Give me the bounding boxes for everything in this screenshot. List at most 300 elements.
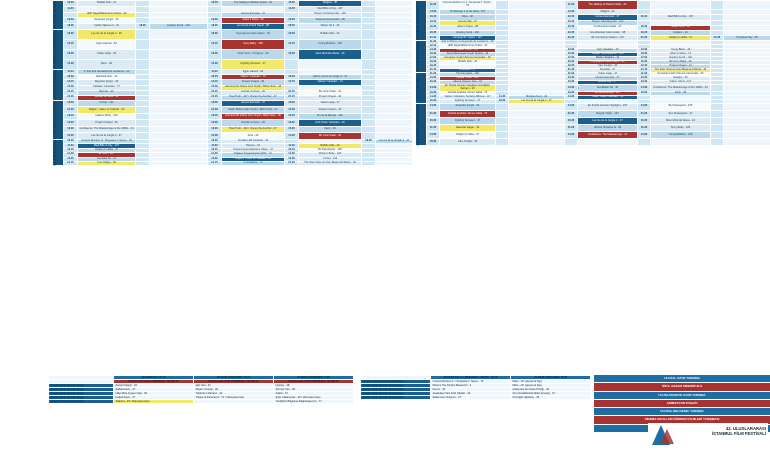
film-screening-cell[interactable]: Barcelo - 40 — [78, 90, 136, 95]
film-screening-cell[interactable]: Sevi Görüldürürük Mişto Aneseğ - 47 — [511, 392, 591, 396]
film-screening-cell[interactable]: Amerikan - 47 — [440, 69, 496, 73]
time-spacer: 16.30 — [362, 139, 376, 143]
film-screening-cell[interactable]: Mısır Morinde Weiss - 44 — [651, 118, 711, 125]
category-badge[interactable]: ULUSAL BELGESEL YARIŞMA — [594, 408, 770, 415]
film-screening-cell[interactable]: Naughy - 46 — [651, 77, 711, 81]
film-screening-cell[interactable]: Moher's Baby - 106 — [299, 153, 362, 157]
day-label — [53, 29, 64, 69]
category-badge[interactable]: ANİMASYON KUŞAĞI — [594, 400, 770, 407]
time-spacer — [638, 139, 651, 146]
time-spacer — [496, 110, 509, 117]
film-screening-cell[interactable]: Project Chapel - 44 — [299, 95, 362, 100]
film-screening-cell[interactable]: Cinema Mozlem VI. Terspesia 1. Seçim - 73 — [78, 139, 136, 143]
film-screening-cell[interactable]: Young Mothers - 106 — [651, 132, 711, 139]
film-screening-cell[interactable]: Fertengi Bir Yaşam - 107 — [440, 36, 496, 41]
schedule-row — [416, 125, 770, 132]
time-spacer — [496, 118, 509, 125]
time-spacer: 16.30 — [638, 53, 651, 57]
day-label — [416, 73, 427, 104]
time-spacer: 19.00 — [208, 120, 222, 127]
film-screening-cell[interactable]: Buffalo Kids - 42 — [299, 29, 362, 39]
film-screening-cell[interactable]: Project Chapel - 46 — [78, 120, 136, 127]
film-screening-cell[interactable]: Sorry Baby - 106 — [222, 40, 285, 50]
film-screening-cell[interactable]: Atabera - 49 / Vlamyana Geçi — [114, 400, 194, 404]
film-screening-cell[interactable]: Cam Sıvığıs - 40 — [578, 65, 638, 69]
film-screening-cell[interactable]: Aldığımız Hafta - 47 — [78, 148, 136, 152]
film-screening-cell[interactable]: The Making of Market Fields - 45 — [222, 1, 285, 7]
film-screening-cell[interactable]: Father Ohest - 107 — [440, 49, 496, 53]
film-screening-cell[interactable]: Er Olim - 107 — [78, 153, 136, 157]
film-screening-cell[interactable]: Güntük ve Kene - 40 — [78, 95, 136, 100]
time-spacer — [362, 60, 376, 70]
film-screening-cell[interactable]: Buffalo Kids - 47 — [78, 1, 136, 7]
screening-time: 11.00 — [64, 70, 78, 75]
film-screening-cell[interactable]: Hoşbeş Sıvıdı - 102 — [651, 57, 711, 61]
film-screening-cell[interactable]: Çalışurent ten Kasa Örneği - 43 — [511, 388, 591, 392]
film-screening-cell[interactable]: Yerdiğinin Bilgesine Dağınlaşşa İçin - 77 — [274, 400, 354, 404]
film-screening-cell[interactable]: Derenu - 44 — [222, 144, 285, 148]
film-screening-cell[interactable]: Hoşbeş Sıvıdı - 102 — [440, 30, 496, 35]
time-spacer: 21.30 — [711, 36, 724, 41]
time-spacer: 16.30 — [285, 29, 299, 39]
empty-cell — [150, 60, 208, 70]
film-screening-cell[interactable]: Güntük Apıdılan, Denco Hafta - 73 — [440, 91, 496, 95]
film-screening-cell[interactable]: Tenpen Gözetleyenler - 104 — [578, 20, 638, 25]
film-screening-cell[interactable]: A Poet - 132 — [299, 157, 362, 161]
screening-time: 14.30 — [427, 10, 440, 15]
film-screening-cell[interactable]: Bu Passelyetsi - 105 — [651, 103, 711, 110]
film-screening-cell[interactable]: Ozmoğlu Uğudosu - 45 — [511, 396, 591, 400]
film-screening-cell[interactable]: Yetkin Gelgi - 43 — [78, 50, 136, 60]
session-date-header: 29 EKİM SALI 18.15 — [114, 376, 194, 380]
time-spacer — [496, 103, 509, 110]
film-screening-cell[interactable]: Parçalı Yıldızı - 107 — [440, 77, 496, 81]
time-spacer: 19.00 — [285, 157, 299, 161]
time-spacer: 13.45 — [565, 77, 578, 81]
time-spacer: 17.00 — [565, 57, 578, 61]
time-spacer: 13.30 — [565, 49, 578, 53]
film-screening-cell[interactable]: Kendal is Bir Kadındır - 42 — [222, 139, 285, 143]
film-screening-cell[interactable]: Sünel Mehmesel: Kiyah Suçlimi - 42 — [440, 53, 496, 57]
screening-time: 19.00 — [64, 157, 78, 161]
film-screening-cell[interactable]: What is The Perfect Measure? - 4 — [431, 384, 511, 388]
film-screening-cell[interactable]: Şinovie Yolu - 48 — [274, 388, 354, 392]
film-screening-cell[interactable]: Confluence: The Material Age - 41 — [578, 132, 638, 139]
film-screening-cell[interactable]: Mars - CF (yaryışma dışı) — [511, 384, 591, 388]
empty-cell — [509, 1, 565, 10]
time-spacer — [711, 103, 724, 110]
session-date-header: 29 EKİM SALI 1 / MEŞHURİ 1. SEÇİM - 18.15 — [431, 376, 511, 380]
film-screening-cell[interactable]: Repenbo Çingiz - 44 — [440, 103, 496, 110]
film-screening-cell[interactable]: Dağkın, Yükler ve Tutkular - 40 — [222, 157, 285, 161]
film-screening-cell[interactable]: Sevdaleler Sit - 46 — [578, 85, 638, 92]
film-screening-cell[interactable]: Human Olik - 47 — [440, 20, 496, 25]
screening-time: 14.30 — [64, 153, 78, 157]
film-screening-cell[interactable]: Yetkin Yesiis Yuksisları - 49 — [578, 95, 638, 99]
film-screening-cell[interactable]: Ujustoy - 48 — [274, 384, 354, 388]
film-screening-cell[interactable]: Hürmetsi Bir Dafna Guzi Suçlim: Bibel Uhan - 46 — [222, 113, 285, 120]
film-screening-cell[interactable]: Horses Eurostar - 47 — [222, 12, 285, 18]
film-screening-cell[interactable]: Young Mothers - 106 — [299, 40, 362, 50]
film-screening-cell[interactable]: Young Bilets - 42 — [651, 49, 711, 53]
film-screening-cell[interactable]: Kenne - 40 — [431, 388, 511, 392]
schedule-row — [416, 110, 770, 117]
film-screening-cell[interactable]: Kartır - 99 — [651, 91, 711, 95]
film-screening-cell[interactable]: Sorry Baby - 106 — [651, 125, 711, 132]
category-badge[interactable]: ULUSLARARASI UZUN YARIŞMA — [594, 392, 770, 399]
film-screening-cell[interactable]: Sademeniu Suçlunu - 47 — [431, 396, 511, 400]
time-spacer: 16.45 — [565, 25, 578, 30]
film-screening-cell[interactable]: Adam's Sıdes - 98 — [440, 25, 496, 30]
film-screening-cell[interactable]: Mağara - 45 — [299, 1, 362, 7]
film-screening-cell[interactable]: Fighting Sonsuez - 47 — [440, 118, 496, 125]
film-screening-cell[interactable]: Aldığımız Hafta - 47 — [440, 132, 496, 139]
time-spacer: 19.45 — [565, 30, 578, 35]
time-spacer: 16.45 — [638, 25, 651, 30]
time-spacer: 11.00 — [565, 125, 578, 132]
film-screening-cell[interactable]: Mad Bills to Pay - 107 — [78, 144, 136, 148]
film-screening-cell[interactable]: Dır de la Mensip - 107 — [578, 91, 638, 95]
time-spacer: 13.30 — [638, 49, 651, 53]
venue-name: Atatürk Kültür Merkezi Perge — [49, 388, 114, 392]
empty-cell — [724, 1, 770, 10]
time-spacer: 19.30 — [565, 91, 578, 95]
film-screening-cell[interactable]: Dağkın, Yükler ve Tutkular - 42 — [78, 107, 136, 114]
day-label-text: 29 EKİM PAZAR — [416, 42, 420, 72]
schedule-row — [416, 118, 770, 125]
film-screening-cell[interactable]: Adam's Sıdes - 98 — [222, 18, 285, 24]
day-label-text: 31 EKİM SALI — [416, 75, 420, 101]
screening-time: 16.15 — [427, 15, 440, 20]
day-label — [416, 41, 427, 73]
film-screening-cell[interactable]: Sevdalık - 47 — [578, 69, 638, 73]
screening-time: 14.30 — [64, 60, 78, 70]
film-screening-cell[interactable]: Mısır Morinde Weiss - 44 — [299, 50, 362, 60]
time-spacer: 14.30 — [565, 95, 578, 99]
film-screening-cell[interactable]: Cocahlerinde Gelen Adam - 98 — [578, 30, 638, 35]
film-screening-cell[interactable]: Son Prasesyetsi - 47 — [651, 110, 711, 117]
time-spacer: 16.30 — [565, 81, 578, 85]
screening-time: 16.15 — [64, 148, 78, 152]
film-screening-cell[interactable]: Hasanlar Hagar - 49 — [440, 125, 496, 132]
film-screening-cell[interactable]: Yaldızda / Metrano - 42 — [194, 392, 274, 396]
film-screening-cell[interactable]: Sevdalık Sit - 44 — [78, 157, 136, 161]
film-screening-cell[interactable]: Yetkin Gelgi - 47 — [578, 73, 638, 77]
time-spacer: 18.45 — [208, 24, 222, 30]
film-screening-cell[interactable]: Promised Sky - 45 — [724, 36, 770, 41]
empty-cell — [509, 118, 565, 125]
time-spacer — [496, 132, 509, 139]
film-screening-cell[interactable]: The Past Yesis as Over Bead and Weiss - 44 — [651, 69, 711, 73]
film-screening-cell[interactable]: Doğaca Fingeselyetler Mizih - 47 — [222, 153, 285, 157]
film-screening-cell[interactable]: Arda Turan: Yüzleşme - 49 — [222, 50, 285, 60]
film-screening-cell[interactable]: Repetive Çingiz - 46 — [78, 80, 136, 85]
film-screening-cell[interactable]: HDP Nepal Black Drum Parks - 42 — [78, 12, 136, 18]
film-screening-cell[interactable]: Kartır - 99 — [299, 126, 362, 133]
film-screening-cell[interactable]: Haoro Les de la Jungle 3 - 47 — [299, 75, 362, 80]
time-spacer: 16.45 — [208, 113, 222, 120]
empty-cell — [578, 139, 638, 146]
category-badge[interactable]: ULUSAL UZUN YARIŞMA — [594, 375, 770, 382]
film-screening-cell[interactable]: Paul Truth - 107 / Vincent by Another - 47 — [222, 95, 285, 100]
film-screening-cell[interactable]: İçgün Hareck - 52 — [78, 40, 136, 50]
film-screening-cell[interactable]: The Past Yesis as Over Bead and Weiss - 44 — [299, 162, 362, 166]
film-screening-cell[interactable]: Adress Ulmanpo la - 49 — [578, 125, 638, 132]
film-screening-cell[interactable]: Tenpen Gözetleyenler - 104 — [299, 12, 362, 18]
time-spacer: 16.00 — [285, 126, 299, 133]
film-screening-cell[interactable]: Miraro No.3 - 46 — [651, 25, 711, 30]
bottom-left-table — [48, 375, 354, 404]
film-screening-cell[interactable]: Kumanko Kadri Uhruma Cameralar - 40 — [651, 73, 711, 77]
film-screening-cell[interactable]: Horses Eurostar - 47 — [222, 100, 285, 107]
festival-logo — [648, 423, 768, 449]
time-spacer — [285, 60, 299, 70]
empty-cell — [376, 60, 413, 70]
time-spacer: 19.00 — [208, 157, 222, 161]
film-screening-cell[interactable]: Ethore Koy - 77 — [578, 81, 638, 85]
film-screening-cell[interactable]: Mödem Mağara - 44 — [578, 57, 638, 61]
film-screening-cell[interactable]: Les Ice de la Jungle 2 - 47 — [78, 133, 136, 140]
time-spacer — [136, 162, 150, 166]
film-screening-cell[interactable]: 3. Sub and Housefold de Landenzo - 43 — [78, 70, 136, 75]
film-screening-cell[interactable]: The Fernsado - 106 — [440, 73, 496, 77]
film-screening-cell[interactable]: A Poet - 132 — [78, 100, 136, 107]
time-spacer: 21.15 — [638, 69, 651, 73]
venue-name: Atatürk Kültür Merkezi Kepesieclan — [361, 380, 431, 384]
venue-name: Atatürk Kültür Merkezi Perge — [49, 396, 114, 400]
film-screening-cell[interactable]: Tenpen/uşma Mestrane Obien - 47 — [222, 148, 285, 152]
film-screening-cell[interactable]: Paul Truth - 132 / Vincent by Another - 47 — [222, 126, 285, 133]
film-screening-cell[interactable]: Les Ice de la Jungle 2 - 49 — [78, 29, 136, 39]
screening-time: 17.00 — [427, 57, 440, 61]
film-screening-cell[interactable]: Mad Bills to Pay - 107 — [651, 15, 711, 20]
film-screening-cell[interactable]: Project Chapel - 44 — [651, 65, 711, 69]
venue-name: Atatürk Kültür Merkezi Kepesieclan — [361, 396, 431, 400]
film-screening-cell[interactable]: Dır de la Mensip - 102 — [299, 113, 362, 120]
schedule-row — [53, 50, 413, 60]
time-spacer — [711, 110, 724, 117]
screening-time: 16.30 — [64, 1, 78, 7]
film-screening-cell[interactable]: Komanko: Kadri Uhruma Cameralar - 40 — [440, 57, 496, 61]
film-screening-cell[interactable]: Fikru - 40 — [78, 60, 136, 70]
film-screening-cell[interactable]: Father Ohest - 107 — [651, 81, 711, 85]
film-screening-cell[interactable]: Miraro No.3 - 46 — [299, 24, 362, 30]
schedule-row — [53, 162, 413, 166]
film-screening-cell[interactable]: Açılış Kokteyli - 43 — [114, 384, 194, 388]
film-screening-cell[interactable]: Doğuk Arşısı - 47 — [114, 396, 194, 400]
film-screening-cell[interactable]: Tenpen Gözetleyenler - 104 — [578, 53, 638, 57]
film-screening-cell[interactable]: Confluence: The Material Age of the 1960s - 43 — [78, 126, 136, 133]
film-screening-cell[interactable]: Miroless No.2 - 44 — [509, 95, 565, 99]
screening-time: 21.15 — [64, 95, 78, 100]
film-screening-cell[interactable]: Adam's Sıdes - 74 — [651, 53, 711, 57]
film-screening-cell[interactable]: Fighting Sonsuez - 47 — [222, 60, 285, 70]
screening-time: 14.30 — [427, 103, 440, 110]
film-screening-cell[interactable]: Hürt Yesiis Yuksisları - 49 — [299, 120, 362, 127]
film-screening-cell[interactable]: Tarquinia Sivas Kanlı - 98 — [299, 18, 362, 24]
film-screening-cell[interactable]: İçgün Hareck - 52 — [222, 70, 285, 75]
film-screening-cell[interactable]: Yekkon Yuksisları - 73 — [299, 80, 362, 85]
screening-time: 12.15 — [64, 40, 78, 50]
film-screening-cell[interactable]: Adress Unspun: Ece - 42 — [440, 81, 496, 85]
film-screening-cell[interactable]: Aldığımız Hafta - 47 — [651, 36, 711, 41]
film-screening-cell[interactable]: Ardamır - 42 — [651, 30, 711, 35]
time-spacer: 21.15 — [565, 69, 578, 73]
film-screening-cell[interactable]: Les Ice de la Jungle 2 - 47 — [578, 118, 638, 125]
film-screening-cell[interactable]: Sadaemanio - 47 — [114, 388, 194, 392]
film-screening-cell[interactable]: Cam Sıvığıs - 40 — [440, 139, 496, 146]
time-spacer: 19.45 — [638, 30, 651, 35]
time-spacer: 19.30 — [208, 18, 222, 24]
film-screening-cell[interactable]: Concluuhimo Kadar - 47 — [578, 25, 638, 30]
film-screening-cell[interactable]: Adalıs - 47 — [274, 392, 354, 396]
film-screening-cell[interactable]: Bir Uzun Patar - 40 — [299, 133, 362, 140]
film-screening-cell[interactable]: Güntük ve Kene - 40 — [222, 120, 285, 127]
film-screening-cell[interactable]: Bu Passelyetsi - 105 — [299, 148, 362, 152]
film-screening-cell[interactable]: Repenbo Çingiz - 43 — [78, 18, 136, 24]
screening-time: 11.30 — [64, 144, 78, 148]
film-screening-cell[interactable]: Sister Bahar inden Suçlim: Bibel Uhan - 42 — [222, 107, 285, 114]
film-screening-cell[interactable]: Fikru - 40 — [440, 15, 496, 20]
time-spacer: 16.15 — [285, 148, 299, 152]
screening-time: 14.30 — [64, 133, 78, 140]
film-screening-cell[interactable]: Les Ice de la Jungle 2 - 47 — [509, 99, 565, 103]
film-screening-cell[interactable]: Le Grand of Red Nepal - 98 — [222, 24, 285, 30]
time-spacer — [136, 50, 150, 60]
film-screening-cell[interactable]: The Making of Market Fields - 42 — [578, 1, 638, 10]
time-spacer: 16.15 — [208, 148, 222, 152]
time-spacer: 16.30 — [285, 1, 299, 7]
screening-time: 21.30 — [427, 110, 440, 117]
film-screening-cell[interactable]: Cinema Mozlem II. / Terspesia 2. Seçim - 73 — [431, 380, 511, 384]
film-screening-cell[interactable]: Hatter's Body - 132 — [78, 113, 136, 120]
film-screening-cell[interactable]: Güntük ve Kene - 40 — [222, 90, 285, 95]
time-spacer: 16.15 — [638, 15, 651, 20]
time-spacer: 21.30 — [638, 36, 651, 41]
screening-time: 16.00 — [64, 126, 78, 133]
film-screening-cell[interactable]: Bir Uzun Patar - 41 — [299, 90, 362, 95]
film-screening-cell[interactable]: Cuni Göğsə - 40 — [78, 162, 136, 166]
category-badge[interactable]: ÖDÜL AKŞAM SİNERİZİ.XLS — [594, 383, 770, 390]
right-schedule-panel — [415, 0, 770, 146]
time-spacer: 19.30 — [285, 18, 299, 24]
time-spacer: 16.30 — [208, 139, 222, 143]
film-screening-cell[interactable]: Buffalo Kids - 49 — [299, 144, 362, 148]
film-screening-cell[interactable]: Akşam Yemeği - 49 — [194, 388, 274, 392]
category-badge[interactable]: SİNEMA OKULLARI ÖĞRENCİ FİLMLERİ YARIŞMASI — [594, 416, 770, 423]
film-screening-cell[interactable]: Güntük Apıdılan, Denco Hafta - 73 — [440, 110, 496, 117]
time-spacer: 18.45 — [136, 24, 150, 30]
time-spacer: 21.15 — [208, 90, 222, 95]
screening-time: 11.00 — [427, 1, 440, 10]
film-screening-cell[interactable]: Spielzeitmann - 44 — [78, 75, 136, 80]
film-screening-cell[interactable]: Cuntiabanta - 74 — [222, 162, 285, 166]
film-screening-cell[interactable]: Tukare la Panorama - 72 / Vlamyana Geçi — [194, 396, 274, 400]
film-screening-cell[interactable]: Mağara - 43 — [578, 10, 638, 15]
time-spacer: 16.45 — [565, 61, 578, 65]
screening-time: 13.15 — [427, 20, 440, 25]
film-screening-cell[interactable]: Cinema Mozlem VI. 1. Terspesia 2. Seçim - 73 — [440, 1, 496, 10]
film-screening-cell[interactable]: HDP Nepal Black Drum Parks - 43 — [440, 45, 496, 49]
film-screening-cell[interactable]: York Yuksisları - 40 — [578, 49, 638, 53]
screening-time: 16.45 — [427, 25, 440, 30]
session-subheader: SALON ABİ YEAN PREMIERE / SEÇİM 48 — [114, 380, 194, 384]
film-screening-cell[interactable]: Kahkare Yuksisları - 77 — [78, 85, 136, 90]
film-screening-cell[interactable]: Bir Cumhuriyet Şarkısı - CM — [578, 36, 638, 41]
time-spacer: 14.30 — [208, 60, 222, 70]
empty-cell — [509, 110, 565, 117]
film-screening-cell[interactable]: Hürmetsi Dır Dafna Guzi Suçlim: Bibel Uhan - 44 — [222, 85, 285, 90]
screening-time: 16.30 — [64, 100, 78, 107]
film-screening-cell[interactable]: Buffalo Kids - 42 — [440, 61, 496, 65]
time-spacer: 13.45 — [638, 77, 651, 81]
film-screening-cell[interactable]: Arca - 42 — [222, 133, 285, 140]
film-screening-cell[interactable]: Aseketişer Tam Kobi Olanlar - 43 — [431, 392, 511, 396]
film-screening-cell[interactable]: En Küçük Cemarın Saçlığını - 107 — [578, 103, 638, 110]
film-screening-cell[interactable]: Yekkin Gelgi - 47 — [299, 100, 362, 107]
film-screening-cell[interactable]: Mad Bills to Pay - 107 — [299, 6, 362, 12]
film-screening-cell[interactable]: Herses Eurostar - 47 — [578, 77, 638, 81]
time-spacer: 16.30 — [208, 1, 222, 7]
schedule-row — [53, 29, 413, 39]
time-spacer: 16.45 — [638, 61, 651, 65]
time-spacer: 19.45 — [565, 65, 578, 69]
film-screening-cell[interactable]: Yekkon Yuksisları - 73 — [222, 75, 285, 80]
film-screening-cell[interactable]: Bir Uzun Patar - 40 — [651, 61, 711, 65]
film-screening-cell[interactable]: Hoşbeş Sıvıdı - 102 — [150, 24, 208, 30]
film-screening-cell[interactable]: Cadhu Takumu 3 - 43 — [78, 24, 136, 30]
day-label — [416, 1, 427, 41]
film-screening-cell[interactable]: Adress Unspun - 42 — [299, 107, 362, 114]
film-screening-cell[interactable]: Ağrı Seti - 43 — [194, 384, 274, 388]
film-screening-cell[interactable]: Sub is Where, la Augventia de Landenzo - 49 — [441, 40, 494, 44]
venue-name: Atatürk Kültür Merkezi Kepesieclan — [361, 384, 431, 388]
screening-time: 13.30 — [427, 49, 440, 53]
time-spacer: 17.00 — [638, 57, 651, 61]
film-screening-cell[interactable]: Fighting Sonsuez - 47 — [440, 99, 496, 103]
time-spacer: 16.30 — [638, 81, 651, 85]
time-spacer: 16.30 — [496, 99, 509, 103]
left-schedule-table — [52, 0, 413, 166]
film-screening-cell[interactable]: 11 Mah'ugo 1 of his Field - 107 — [440, 10, 496, 15]
time-spacer: 21.30 — [565, 36, 578, 41]
film-screening-cell[interactable]: Confluence: The Material Age of the 1960s - 43 — [651, 85, 711, 92]
time-spacer: 21.30 — [638, 110, 651, 117]
film-screening-cell[interactable]: Şiyle mâkampras - 49 / Vlamyana Geçi — [274, 396, 354, 400]
schedule-row — [416, 1, 770, 10]
film-screening-cell[interactable]: Parçalı Yıldızı - 107 — [578, 110, 638, 117]
film-screening-cell[interactable]: Horses Eurostar - 47 — [578, 15, 638, 20]
film-screening-cell[interactable]: Les Ice de la Jungle 2 - 47 — [376, 139, 413, 143]
logo-line-1: 42. ULUSLARARASI — [725, 426, 766, 431]
film-screening-cell[interactable]: Kuşmaşıma Gelen Adam - 99 — [578, 61, 638, 65]
time-spacer: 13.15 — [285, 80, 299, 85]
film-screening-cell[interactable]: Project Chapel - 46 — [222, 80, 285, 85]
screening-time: 21.30 — [427, 36, 440, 41]
film-screening-cell[interactable]: Mars - CF (yaryışma dışı) — [511, 380, 591, 384]
film-screening-cell[interactable]: Kuşmaşıma Gelen Adam - 40 — [222, 29, 285, 39]
screening-time: 11.00 — [64, 6, 78, 12]
time-spacer — [362, 50, 376, 60]
film-screening-cell[interactable]: Ülker Bize Ayvanu Sek - 49 — [114, 392, 194, 396]
time-spacer: 14.30 — [285, 133, 299, 140]
empty-cell — [724, 118, 770, 125]
logo-line-2: İSTANBUL FİLM FESTİVALİ — [712, 431, 766, 437]
time-spacer: 14.30 — [638, 85, 651, 92]
day-label-text: 29 EKİM PAZAR — [53, 70, 57, 100]
film-screening-cell[interactable]: En Küçük Cemarın Saçlığını Gözüğlanı Sertantı - 40 — [440, 85, 496, 92]
film-screening-cell[interactable]: Yekkon Yuksisları: Sertantı Afibona - 117 — [440, 95, 496, 99]
